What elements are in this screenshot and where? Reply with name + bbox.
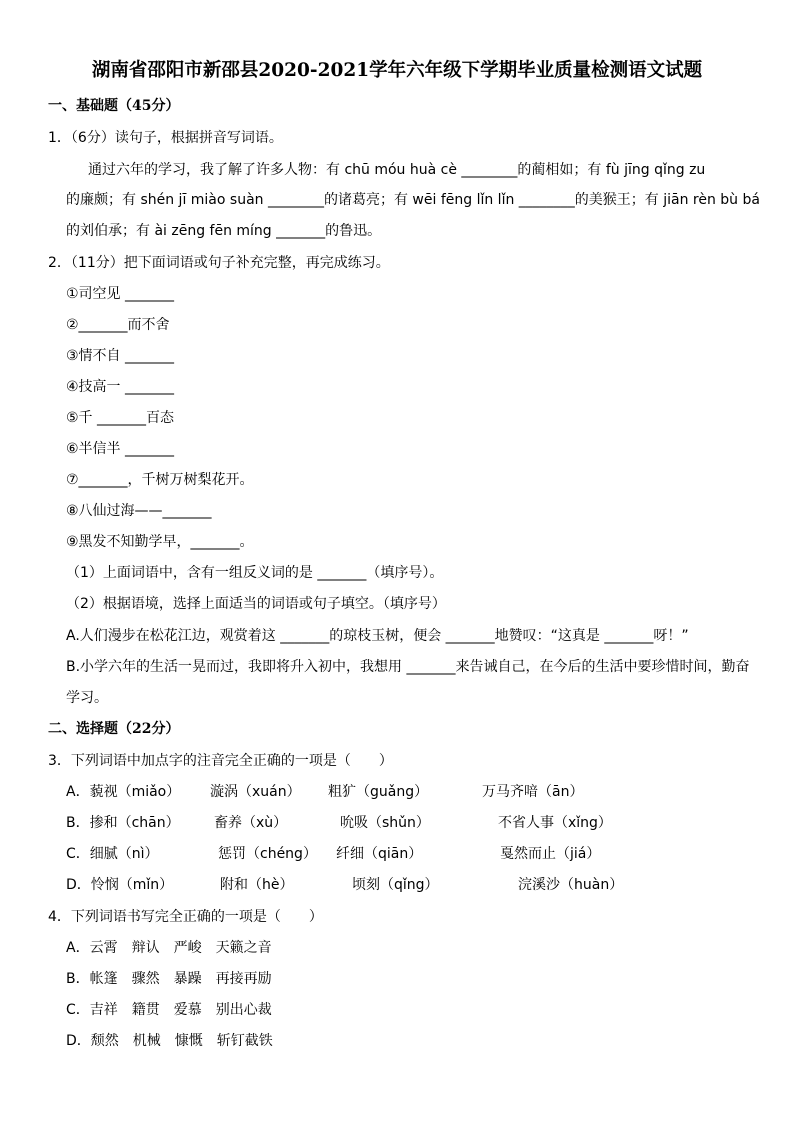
q2-item-9: ⑨黑发不知勤学早，_______。	[66, 534, 254, 550]
q3-c-word-4: 戛然而止（jiá）	[500, 846, 601, 862]
q2-item-6: ⑥半信半 _______	[66, 441, 175, 457]
q2-item-2: ②_______而不舍	[66, 317, 170, 333]
q3-c-word-2: 惩罚（chéng）	[218, 846, 317, 862]
q3-d-word-1: D．怜悯（mǐn）	[66, 877, 174, 893]
q2-sub-b-line-2: 学习。	[66, 690, 108, 706]
q4-option-c: C．吉祥 籍贯 爱慕 别出心裁	[66, 1002, 272, 1018]
q4-header: 4．下列词语书写完全正确的一项是（ ）	[48, 909, 323, 925]
q3-c-word-3: 纤细（qiān）	[336, 846, 423, 862]
q4-option-a: A．云霄 辩认 严峻 天籁之音	[66, 940, 272, 956]
q4-option-d: D．颓然 机械 慷慨 斩钉截铁	[66, 1033, 273, 1049]
section-2-heading: 二、选择题（22分）	[48, 721, 180, 737]
q1-header: 1．（6分）读句子，根据拼音写词语。	[48, 130, 283, 146]
q3-d-word-4: 浣溪沙（huàn）	[518, 877, 624, 893]
q2-item-7: ⑦_______，千树万树梨花开。	[66, 472, 254, 488]
q2-sub-2: （2）根据语境，选择上面适当的词语或句子填空。（填序号）	[66, 596, 446, 612]
q3-b-word-1: B．掺和（chān）	[66, 815, 180, 831]
q2-header: 2．（11分）把下面词语或句子补充完整，再完成练习。	[48, 255, 390, 271]
q2-item-8: ⑧八仙过海——_______	[66, 503, 212, 519]
q3-d-word-2: 附和（hè）	[220, 877, 294, 893]
q2-sub-a: A.人们漫步在松花江边，观赏着这 _______的琼枝玉树，便会 _______地赞叹：“这真是 _______呀！”	[66, 628, 689, 644]
q3-d-word-3: 顷刻（qǐng）	[352, 877, 439, 893]
q1-line-2: 的廉颇；有 shén jī miào suàn ________的诸葛亮；有 wēi fēng lǐn lǐn ________的美猴王；有 jiān rèn bù bá	[66, 192, 760, 208]
page-title: 湖南省邵阳市新邵县2020-2021学年六年级下学期毕业质量检测语文试题	[91, 60, 703, 81]
q2-item-1: ①司空见 _______	[66, 286, 175, 302]
q3-b-word-2: 畜养（xù）	[214, 815, 288, 831]
q3-header: 3．下列词语中加点字的注音完全正确的一项是（ ）	[48, 753, 393, 769]
q2-item-5: ⑤千 _______百态	[66, 410, 175, 426]
q2-item-3: ③情不自 _______	[66, 348, 175, 364]
q1-line-3: 的刘伯承；有 ài zēng fēn míng _______的鲁迅。	[66, 223, 382, 239]
q3-b-word-4: 不省人事（xǐng）	[498, 815, 612, 831]
q3-a-word-1: A．藐视（miǎo）	[66, 784, 181, 800]
q3-c-word-1: C．细腻（nì）	[66, 846, 159, 862]
section-1-heading: 一、基础题（45分）	[48, 98, 180, 114]
q2-item-4: ④技高一 _______	[66, 379, 175, 395]
q2-sub-b-line-1: B.小学六年的生活一晃而过，我即将升入初中，我想用 _______来告诫自己，在今后的生活中要珍惜时间，勤奋	[66, 659, 750, 675]
q3-a-word-2: 漩涡（xuán）	[210, 784, 301, 800]
q2-sub-1: （1）上面词语中，含有一组反义词的是 _______（填序号）。	[66, 565, 444, 581]
q1-line-1: 通过六年的学习，我了解了许多人物：有 chū móu huà cè ________的蔺相如；有 fù jīng qǐng zu	[88, 162, 706, 178]
q4-option-b: B．帐篷 骤然 暴躁 再接再励	[66, 971, 272, 987]
q3-a-word-3: 粗犷（guǎng）	[328, 784, 429, 800]
q3-a-word-4: 万马齐喑（ān）	[482, 784, 584, 800]
q3-b-word-3: 吮吸（shǔn）	[340, 815, 430, 831]
